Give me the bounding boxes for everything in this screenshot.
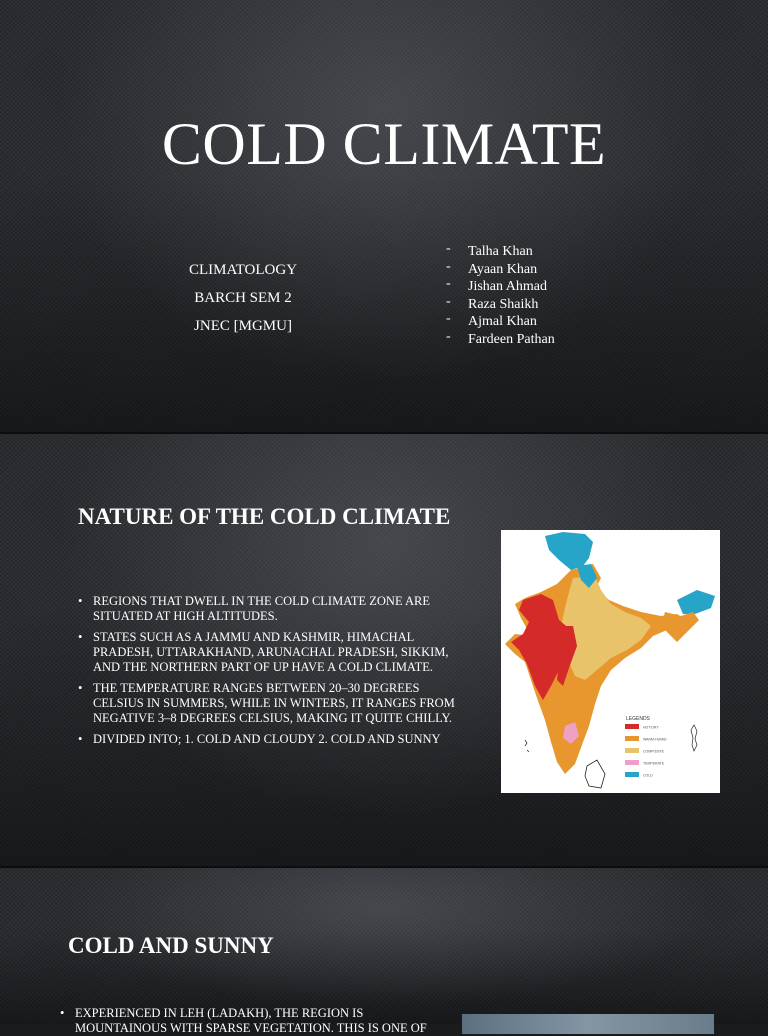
bullet-item: • STATES SUCH AS A JAMMU AND KASHMIR, HIMACHAL PRADESH, UTTARAKHAND, ARUNACHAL PRADESH, SIKKIM, AND THE NORTHERN PART OF UP HAVE A COLD CLIMATE.: [78, 630, 458, 675]
map-legend: [625, 724, 667, 778]
legend-swatch: [625, 760, 639, 765]
map-legend-title: LEGENDS: [626, 716, 650, 722]
member-item: - Jishan Ahmad: [442, 278, 555, 296]
member-item: - Ayaan Khan: [442, 261, 555, 279]
bullet-item: • EXPERIENCED IN LEH (LADAKH), THE REGION IS MOUNTAINOUS WITH SPARSE VEGETATION. THIS IS ONE OF: [60, 1006, 440, 1036]
legend-label: COMPOSITE: [643, 749, 665, 754]
legend-swatch: [625, 772, 639, 777]
bullet-list: [60, 1006, 440, 1036]
legend-label: COLD: [643, 773, 653, 778]
climate-zone-map: [501, 530, 720, 793]
title-slide: [0, 0, 768, 432]
bullet-list: [78, 594, 458, 753]
landscape-photo: [462, 1014, 714, 1034]
member-item: - Talha Khan: [442, 243, 555, 261]
member-list: [442, 243, 555, 348]
bullet-item: • DIVIDED INTO; 1. COLD AND CLOUDY 2. COLD AND SUNNY: [78, 732, 458, 747]
course-info-line: BARCH SEM 2: [194, 290, 292, 306]
slide-title: COLD CLIMATE: [161, 111, 607, 177]
bullet-item: • REGIONS THAT DWELL IN THE COLD CLIMATE ZONE ARE SITUATED AT HIGH ALTITUDES.: [78, 594, 458, 624]
slide-heading: COLD AND SUNNY: [68, 933, 274, 958]
nature-slide: [0, 434, 768, 866]
legend-label: HOT-DRY: [643, 725, 659, 730]
cold-sunny-slide: [0, 868, 768, 1035]
course-info: [150, 256, 336, 340]
legend-label: WARM-HUMID: [643, 737, 667, 742]
course-info-line: CLIMATOLOGY: [188, 262, 298, 278]
india-map-graphic: [501, 530, 720, 793]
member-item: - Fardeen Pathan: [442, 331, 555, 349]
member-item: - Ajmal Khan: [442, 313, 555, 331]
legend-swatch: [625, 748, 639, 753]
legend-label: TEMPERATE: [643, 761, 665, 766]
course-info-line: JNEC [MGMU]: [194, 318, 292, 334]
bullet-item: • THE TEMPERATURE RANGES BETWEEN 20–30 DEGREES CELSIUS IN SUMMERS, WHILE IN WINTERS, IT RANGES FROM NEGATIVE 3–8 DEGREES CELSIUS, MAKING IT QUITE CHILLY.: [78, 681, 458, 726]
member-item: - Raza Shaikh: [442, 296, 555, 314]
legend-swatch: [625, 724, 639, 729]
slide-heading: NATURE OF THE COLD CLIMATE: [78, 504, 451, 529]
legend-swatch: [625, 736, 639, 741]
